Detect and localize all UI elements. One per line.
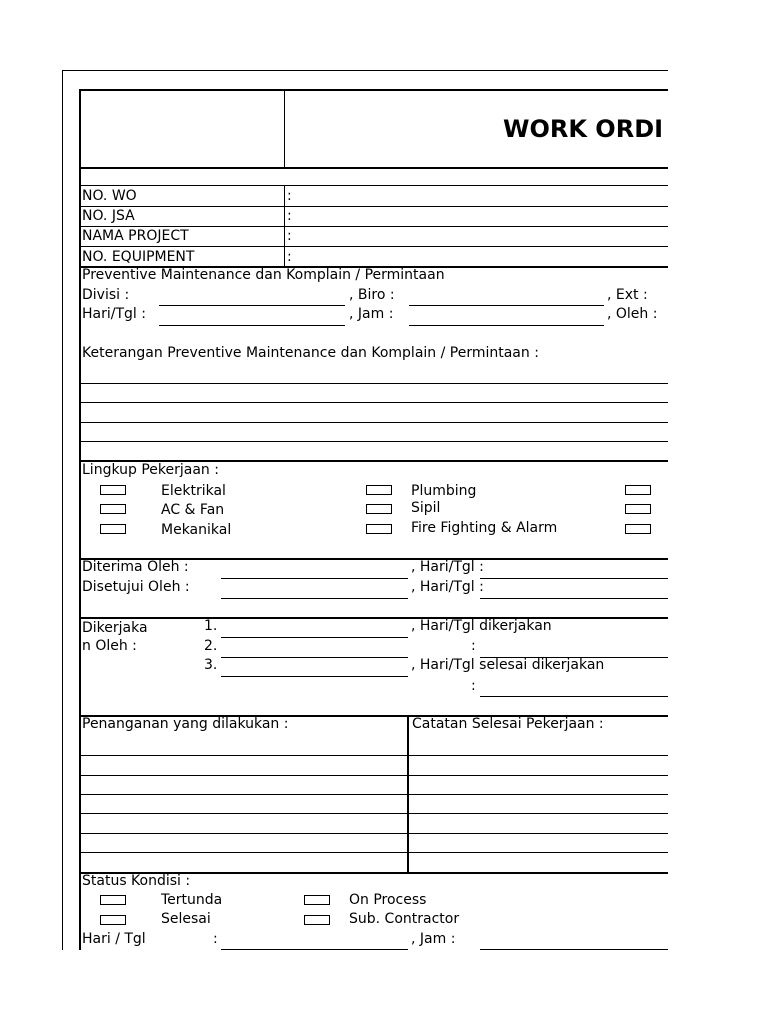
no-wo-colon: : [287, 188, 292, 204]
plumbing-checkbox[interactable] [366, 485, 392, 495]
plumbing-label: Plumbing [411, 483, 477, 499]
sipil-label: Sipil [411, 500, 441, 516]
penanganan-line[interactable] [80, 833, 668, 834]
worker-number-2: 2. [204, 638, 218, 654]
hari-tgl-label: Hari/Tgl : [82, 306, 146, 322]
lingkup-heading: Lingkup Pekerjaan : [82, 462, 219, 478]
ac-fan-checkbox[interactable] [100, 504, 126, 514]
hari-tgl-selesai-field[interactable] [480, 696, 668, 697]
no-wo-label: NO. WO [82, 188, 137, 204]
status-hari-tgl-label: Hari / Tgl [82, 931, 146, 947]
selesai-checkbox[interactable] [100, 915, 126, 925]
diterima-field[interactable] [221, 578, 408, 579]
hari-tgl-field[interactable] [159, 325, 345, 326]
fire-fighting-checkbox[interactable] [366, 524, 392, 534]
no-equipment-colon: : [287, 249, 292, 265]
biro-field[interactable] [409, 305, 604, 306]
no-jsa-label: NO. JSA [82, 208, 135, 224]
tertunda-checkbox[interactable] [100, 895, 126, 905]
penanganan-line[interactable] [80, 755, 668, 756]
hari-tgl-selesai-label: , Hari/Tgl selesai dikerjakan [411, 657, 605, 673]
status-hari-tgl-colon: : [213, 931, 218, 947]
divisi-field[interactable] [159, 305, 345, 306]
mekanikal-label: Mekanikal [161, 522, 232, 538]
penanganan-heading: Penanganan yang dilakukan : [82, 716, 289, 732]
on-process-checkbox[interactable] [304, 895, 330, 905]
logo-cell-divider [284, 90, 285, 167]
ext-label: , Ext : [607, 287, 648, 303]
form-title: WORK ORDI [503, 115, 664, 143]
worker-number-1: 1. [204, 618, 218, 634]
sipil-checkbox[interactable] [366, 504, 392, 514]
fire-fighting-label: Fire Fighting & Alarm [411, 520, 558, 536]
no-equipment-label: NO. EQUIPMENT [82, 249, 195, 265]
header-fields-divider [284, 185, 285, 267]
hari-tgl-selesai-colon: : [471, 678, 476, 694]
jam-field[interactable] [409, 325, 604, 326]
row-border [80, 246, 668, 247]
penanganan-line[interactable] [80, 775, 668, 776]
dikerjakan-label-line1: Dikerjaka [82, 620, 148, 636]
header-bottom-border [80, 167, 668, 169]
divisi-label: Divisi : [82, 287, 130, 303]
keterangan-label: Keterangan Preventive Maintenance dan Komplain / Permintaan : [82, 345, 539, 361]
spacer-row-border [80, 185, 668, 186]
worker-1-field[interactable] [221, 637, 408, 638]
penanganan-line[interactable] [80, 794, 668, 795]
worker-3-field[interactable] [221, 676, 408, 677]
tertunda-label: Tertunda [161, 892, 223, 908]
elektrikal-label: Elektrikal [161, 483, 226, 499]
col3-checkbox[interactable] [625, 524, 651, 534]
hari-tgl-dikerjakan-label: , Hari/Tgl dikerjakan [411, 618, 552, 634]
penanganan-line[interactable] [80, 852, 668, 853]
worker-number-3: 3. [204, 657, 218, 673]
keterangan-line[interactable] [80, 383, 668, 384]
biro-label: , Biro : [349, 287, 395, 303]
no-jsa-colon: : [287, 208, 292, 224]
page-frame-left [62, 70, 63, 950]
mekanikal-checkbox[interactable] [100, 524, 126, 534]
diterima-hari-tgl-field[interactable] [480, 578, 668, 579]
oleh-label: , Oleh : [607, 306, 658, 322]
status-jam-label: , Jam : [411, 931, 456, 947]
disetujui-hari-tgl-label: , Hari/Tgl : [411, 579, 484, 595]
disetujui-hari-tgl-field[interactable] [480, 598, 668, 599]
penanganan-line[interactable] [80, 813, 668, 814]
elektrikal-checkbox[interactable] [100, 485, 126, 495]
disetujui-label: Disetujui Oleh : [82, 579, 190, 595]
disetujui-field[interactable] [221, 598, 408, 599]
worker-2-field[interactable] [221, 657, 408, 658]
status-hari-tgl-field[interactable] [221, 949, 408, 950]
pm-heading: Preventive Maintenance dan Komplain / Permintaan [82, 267, 445, 283]
status-jam-field[interactable] [480, 949, 668, 950]
diterima-hari-tgl-label: , Hari/Tgl : [411, 559, 484, 575]
keterangan-line[interactable] [80, 422, 668, 423]
status-heading: Status Kondisi : [82, 873, 191, 889]
form-left-border [79, 89, 81, 950]
catatan-heading: Catatan Selesai Pekerjaan : [412, 716, 604, 732]
sub-contractor-label: Sub. Contractor [349, 911, 460, 927]
keterangan-line[interactable] [80, 441, 668, 442]
keterangan-line[interactable] [80, 402, 668, 403]
form-top-border [79, 89, 668, 91]
nama-project-label: NAMA PROJECT [82, 228, 189, 244]
row-border [80, 226, 668, 227]
col3-checkbox[interactable] [625, 504, 651, 514]
ac-fan-label: AC & Fan [161, 502, 225, 518]
col3-checkbox[interactable] [625, 485, 651, 495]
jam-label: , Jam : [349, 306, 394, 322]
page-frame-top [62, 70, 668, 71]
on-process-label: On Process [349, 892, 427, 908]
section-border [80, 617, 668, 619]
diterima-label: Diterima Oleh : [82, 559, 189, 575]
dikerjakan-label-line2: n Oleh : [82, 638, 137, 654]
nama-project-colon: : [287, 228, 292, 244]
sub-contractor-checkbox[interactable] [304, 915, 330, 925]
row-border [80, 206, 668, 207]
selesai-label: Selesai [161, 911, 211, 927]
hari-tgl-dikerjakan-colon: : [471, 638, 476, 654]
